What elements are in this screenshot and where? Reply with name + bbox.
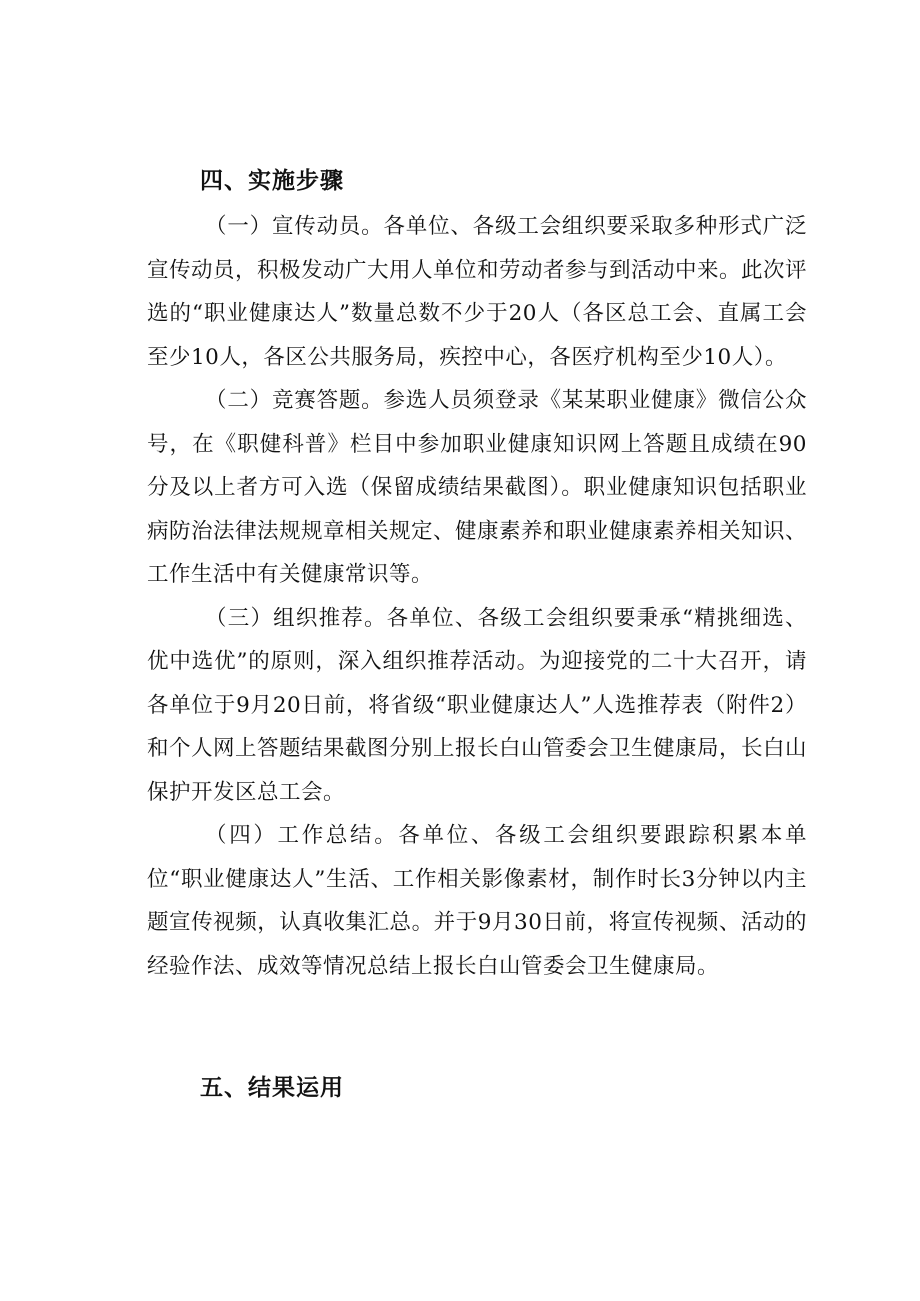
section-heading-implementation-steps: 四、实施步骤 [200, 168, 344, 194]
paragraph-publicity-mobilization: （一）宣传动员。各单位、各级工会组织要采取多种形式广泛宣传动员，积极发动广大用人单位和劳动者参与到活动中来。此次评选的“职业健康达人”数量总数不少于20人（各区总工会、直属工会至少10人，各区公共服务局，疾控中心，各医疗机构至少10人）。 [147, 214, 808, 370]
section-body [147, 205, 807, 988]
section-heading-result-application: 五、结果运用 [200, 1075, 344, 1101]
paragraph-organization-recommendation: （三）组织推荐。各单位、各级工会组织要秉承“精挑细选、优中选优”的原则，深入组织推荐活动。为迎接党的二十大召开，请各单位于9月20日前，将省级“职业健康达人”人选推荐表（附件2）和个人网上答题结果截图分别上报长白山管委会卫生健康局，长白山保护开发区总工会。 [147, 605, 808, 805]
paragraph-quiz-competition: （二）竞赛答题。参选人员须登录《某某职业健康》微信公众号，在《职健科普》栏目中参加职业健康知识网上答题且成绩在90分及以上者方可入选（保留成绩结果截图）。职业健康知识包括职业病防治法律法规规章相关规定、健康素养和职业健康素养相关知识、工作生活中有关健康常识等。 [147, 388, 808, 587]
paragraph-work-summary: （四）工作总结。各单位、各级工会组织要跟踪积累本单位“职业健康达人”生活、工作相关影像素材，制作时长3分钟以内主题宣传视频，认真收集汇总。并于9月30日前，将宣传视频、活动的经验作法、成效等情况总结上报长白山管委会卫生健康局。 [147, 823, 807, 979]
